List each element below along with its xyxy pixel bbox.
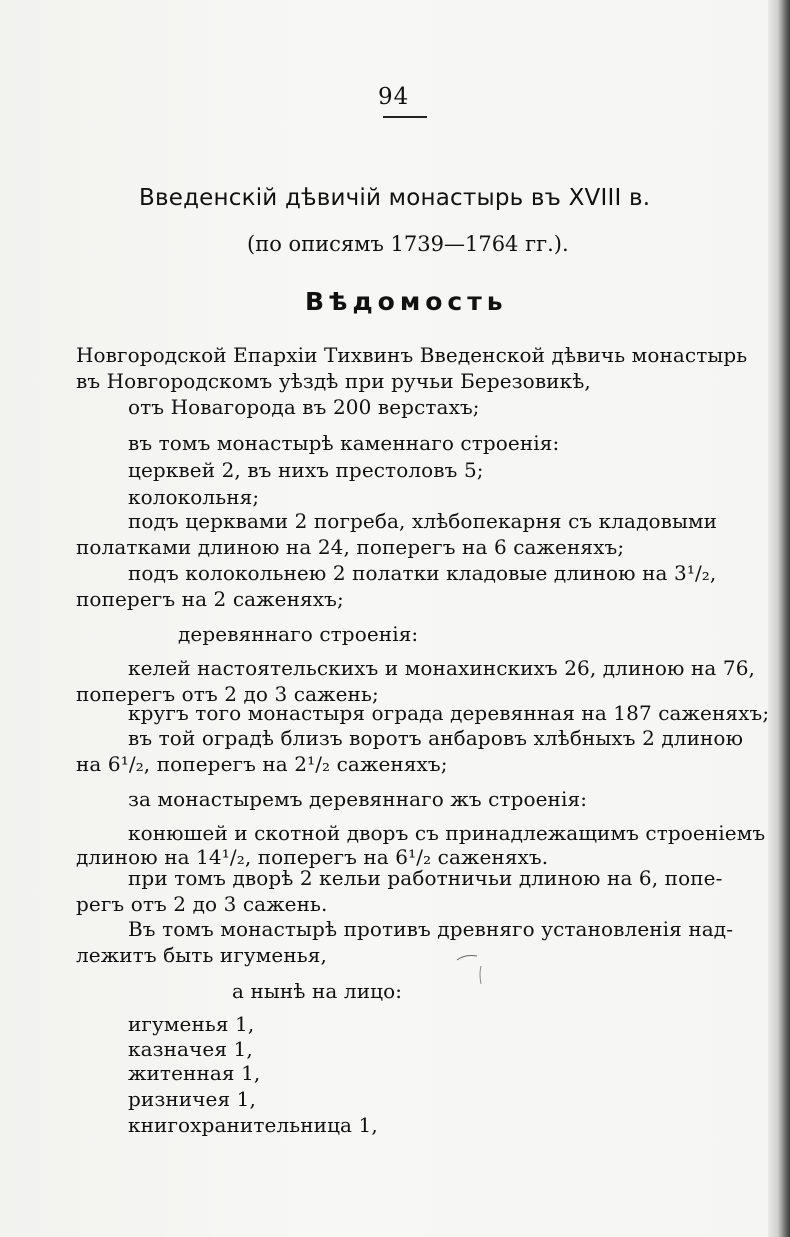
text-line: на 6¹/₂, поперегъ на 2¹/₂ саженяхъ; [76, 752, 448, 776]
text-line: поперегъ на 2 саженяхъ; [76, 587, 344, 611]
text-line: Новгородской Епархіи Тихвинъ Введенской дѣвичь монастырь [76, 343, 748, 367]
text-line: конюшей и скотной дворъ съ принадлежащимъ строеніемъ [128, 821, 766, 845]
text-line: деревяннаго строенія: [178, 622, 419, 646]
list-item: казначея 1, [128, 1037, 253, 1061]
text-line: поперегъ отъ 2 до 3 сажень; [76, 682, 379, 706]
text-line: колокольня; [128, 485, 260, 509]
text-line: а нынѣ на лицо: [232, 979, 403, 1003]
page-edge-shadow [768, 0, 790, 1237]
page-number-underline [383, 116, 427, 118]
text-line: длиною на 14¹/₂, поперегъ на 6¹/₂ саженяхъ. [76, 845, 549, 869]
text-line: въ Новгородскомъ уѣздѣ при ручьи Березовикѣ, [76, 369, 591, 393]
list-item: игуменья 1, [128, 1012, 255, 1036]
text-line: отъ Новагорода въ 200 верстахъ; [128, 395, 480, 419]
pencil-mark [455, 952, 483, 986]
text-line: Въ томъ монастырѣ противъ древняго установленія над- [128, 917, 734, 941]
text-line: въ той оградѣ близъ воротъ анбаровъ хлѣбныхъ 2 длиною [128, 726, 744, 750]
section-heading: Вѣдомость [305, 287, 508, 316]
text-line: въ томъ монастырѣ каменнаго строенія: [128, 431, 560, 455]
text-line: полатками длиною на 24, поперегъ на 6 саженяхъ; [76, 535, 625, 559]
text-line: регъ отъ 2 до 3 сажень. [76, 892, 328, 916]
text-line: келей настоятельскихъ и монахинскихъ 26, длиною на 76, [128, 656, 755, 680]
chapter-title: Введенскій дѣвичій монастырь въ XVIII в. [139, 185, 651, 211]
text-line: подъ церквами 2 погреба, хлѣбопекарня съ кладовыми [128, 509, 718, 533]
text-line: лежитъ быть игуменья, [76, 943, 327, 967]
text-line: церквей 2, въ нихъ престоловъ 5; [128, 458, 484, 482]
text-line: кругъ того монастыря ограда деревянная на 187 саженяхъ; [128, 701, 770, 725]
text-line: при томъ дворѣ 2 кельи работничьи длиною на 6, попе- [128, 866, 723, 890]
text-line: подъ колокольнею 2 полатки кладовые длиною на 3¹/₂, [128, 561, 717, 585]
list-item: книгохранительница 1, [128, 1113, 378, 1137]
chapter-subtitle: (по описямъ 1739—1764 гг.). [247, 232, 569, 256]
list-item: житенная 1, [128, 1061, 261, 1085]
list-item: ризничея 1, [128, 1087, 256, 1111]
text-line: за монастыремъ деревяннаго жъ строенія: [128, 787, 588, 811]
page-number: 94 [378, 84, 410, 110]
